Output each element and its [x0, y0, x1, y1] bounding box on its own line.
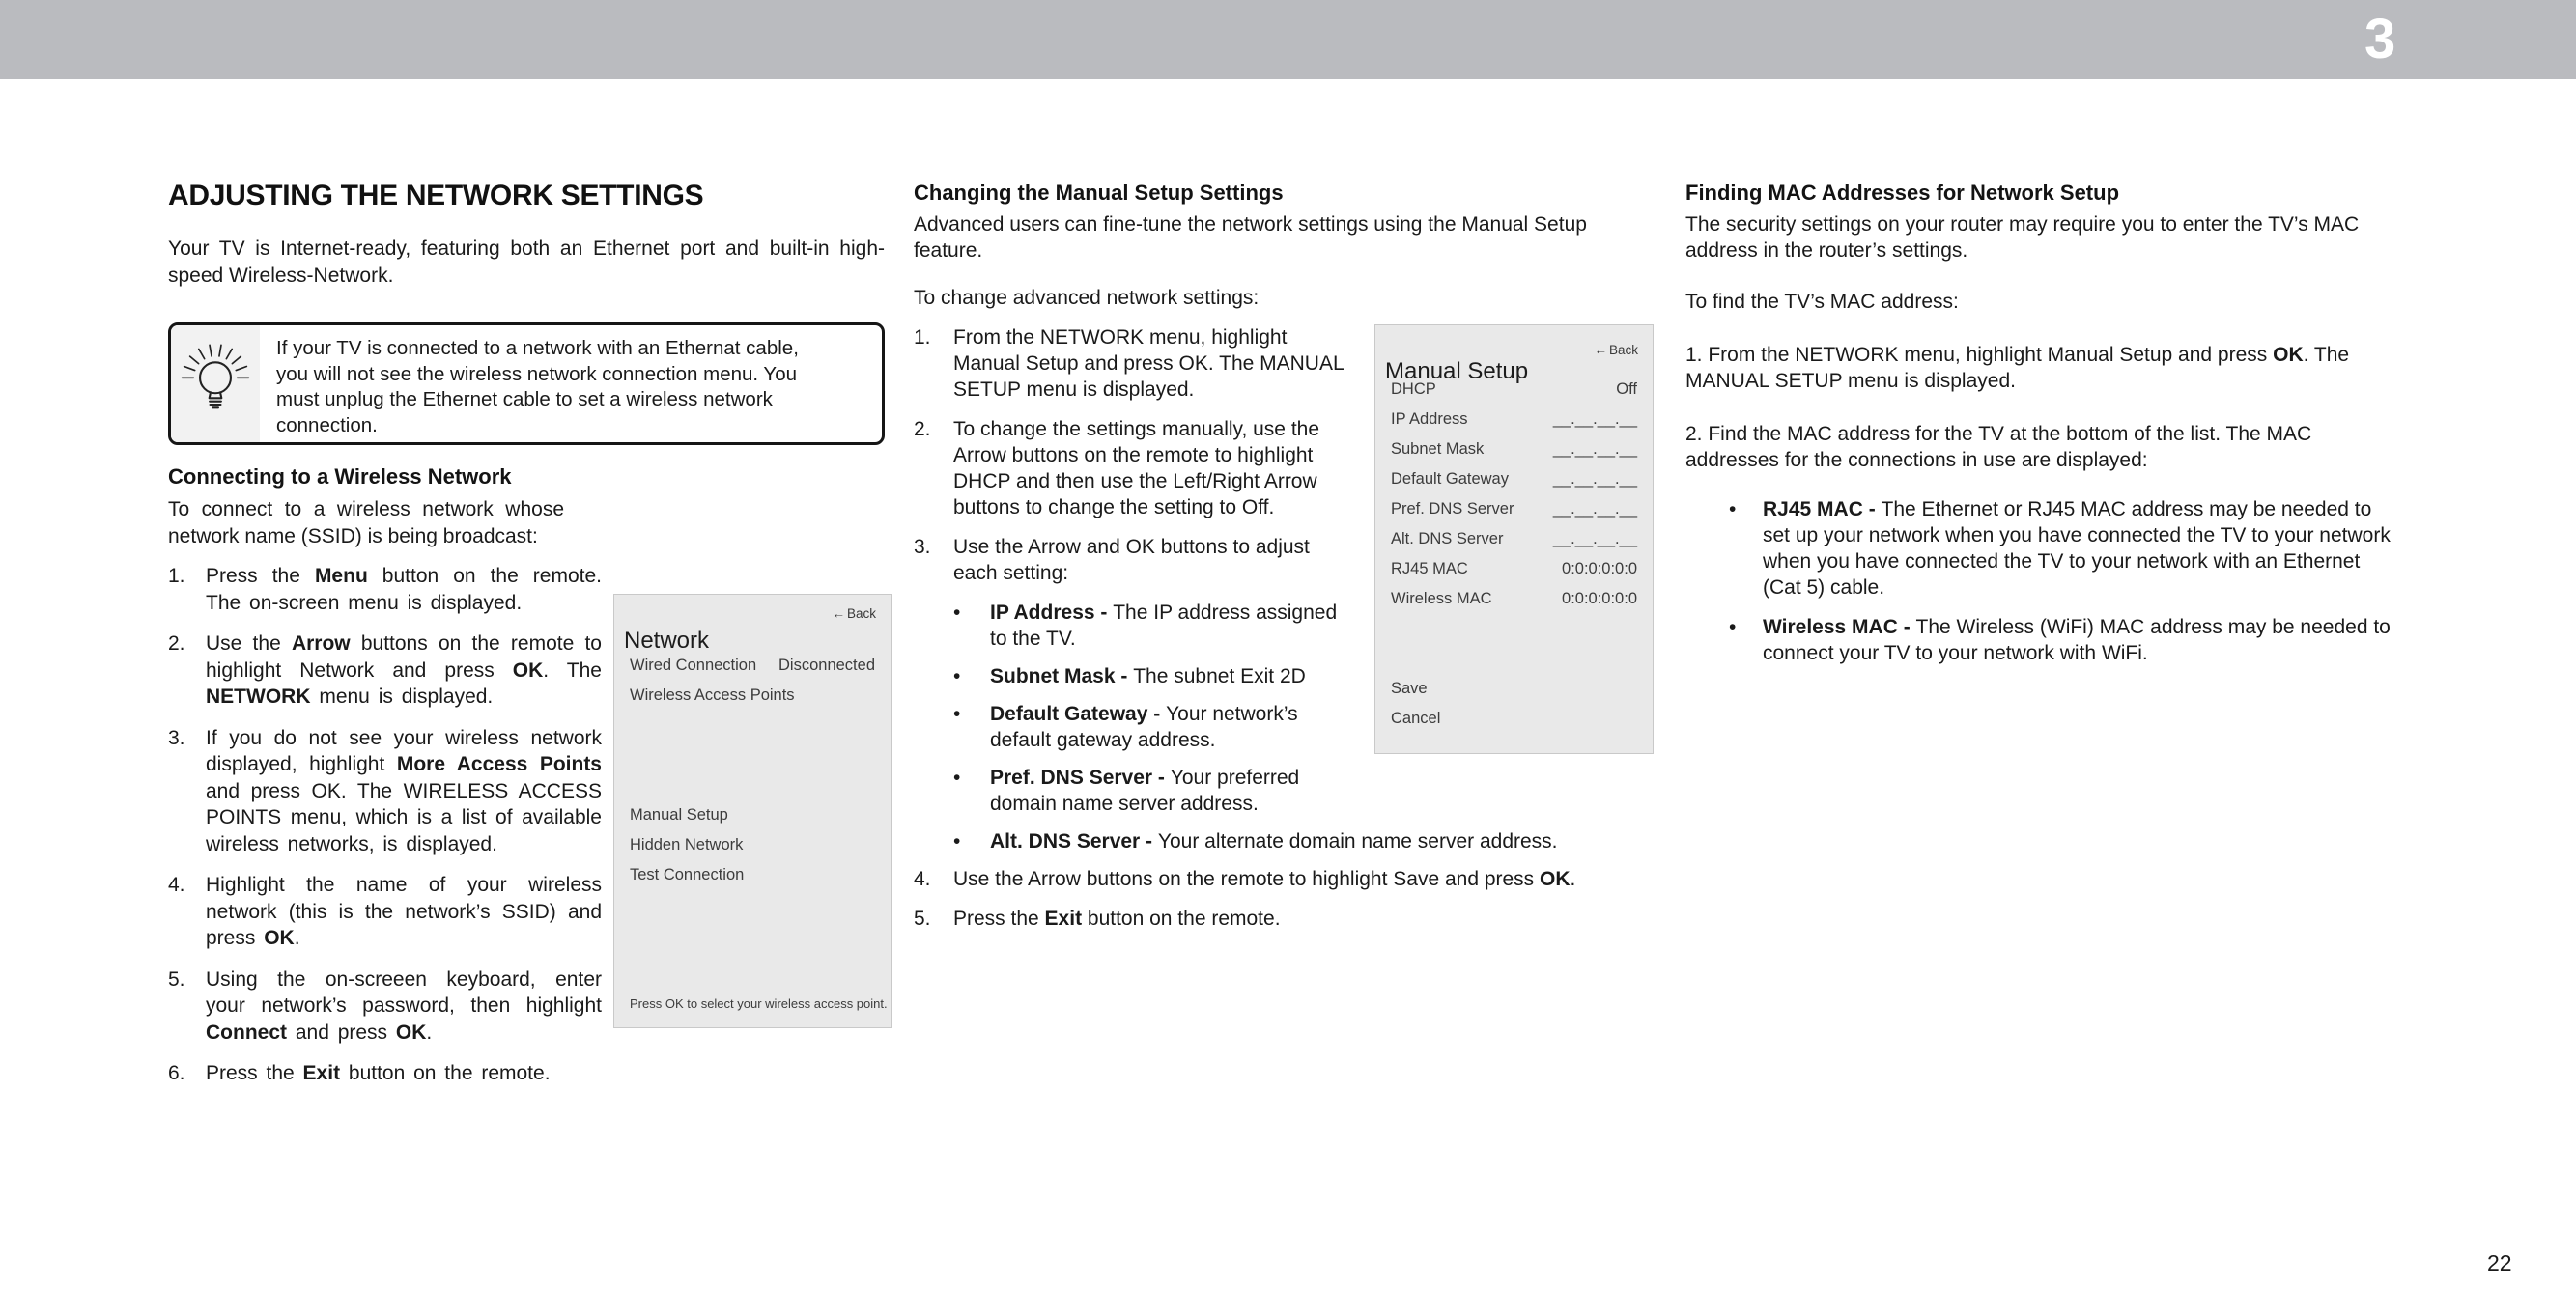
bullet-item — [1685, 496, 2397, 601]
menu-item-label: IP Address — [1391, 410, 1468, 428]
back-control — [1594, 337, 1638, 363]
menu-spacer — [1375, 614, 1653, 674]
section-lead-in: To change advanced network settings: — [914, 287, 1260, 309]
chapter-number: 3 — [2364, 8, 2396, 70]
page-number: 22 — [2487, 1250, 2512, 1275]
list-item — [168, 630, 602, 711]
menu-title: Network — [624, 628, 710, 654]
lightbulb-icon — [175, 342, 256, 427]
menu-item-label: Alt. DNS Server — [1391, 530, 1504, 547]
list-number: 3. — [914, 536, 931, 558]
menu-item-ip-address — [1375, 405, 1653, 434]
menu-item-label: DHCP — [1391, 380, 1436, 398]
menu-item-value: Disconnected — [778, 657, 875, 674]
list-item — [168, 1060, 602, 1087]
menu-item-label: RJ45 MAC — [1391, 560, 1468, 577]
menu-item-wireless-mac — [1375, 584, 1653, 614]
menu-item-value: __.__.__.__ — [1552, 440, 1637, 458]
bullet-icon: • — [1729, 498, 1737, 520]
list-number: 5. — [168, 967, 185, 991]
bullet-text: RJ45 MAC - The Ethernet or RJ45 MAC address may be needed to set up your network when you have connected the TV to your network when you have connected the TV to your network with an Ethernet (Cat 5) cable. — [1763, 498, 2391, 599]
list-text: Use the Arrow buttons on the remote to highlight Network and press OK. The NETWORK menu is displayed. — [206, 632, 602, 708]
menu-item-default-gateway — [1375, 464, 1653, 494]
manual-setup-menu-screenshot — [1374, 324, 1654, 754]
back-label: Back — [846, 606, 876, 621]
mac-bullet-list — [1685, 496, 2397, 666]
menu-item-wireless-access-points — [614, 681, 891, 711]
list-text: Press the Exit button on the remote. — [206, 1062, 551, 1084]
list-text: To change the settings manually, use the Arrow buttons on the remote to highlight DHCP and then use the Left/Right Arrow buttons to change the setting to Off. — [953, 418, 1320, 518]
menu-item-label: Hidden Network — [630, 836, 744, 854]
list-number: 3. — [168, 726, 185, 749]
menu-item-label: Wireless Access Points — [630, 686, 795, 704]
bullet-icon: • — [953, 602, 961, 624]
list-text: 2. Find the MAC address for the TV at the bottom of the list. The MAC addresses for the connections in use are displayed: — [1685, 423, 2312, 471]
bullet-text: IP Address - The IP address assigned to the TV. — [990, 602, 1338, 650]
chapter-header-bar — [0, 0, 2576, 79]
section-lead-in: To find the TV’s MAC address: — [1685, 291, 1959, 313]
list-item — [168, 872, 602, 952]
list-text: From the NETWORK menu, highlight Manual Setup and press OK. The MANUAL SETUP menu is displayed. — [953, 326, 1344, 401]
list-text: Use the Arrow and OK buttons to adjust each setting: — [953, 536, 1310, 584]
bullet-item — [914, 828, 1654, 854]
list-item — [168, 725, 602, 858]
list-item — [168, 563, 602, 616]
back-label: Back — [1608, 343, 1638, 357]
menu-item-list — [1375, 375, 1653, 734]
section-paragraph: The security settings on your router may require you to enter the TV’s MAC address in the router’s settings. — [1685, 213, 2360, 262]
bullet-item — [914, 765, 1654, 817]
menu-item-label: Save — [1391, 680, 1428, 697]
menu-item-value: __.__.__.__ — [1552, 530, 1637, 547]
menu-item-wired-connection — [614, 651, 891, 681]
back-control — [832, 606, 876, 621]
list-text: If you do not see your wireless network displayed, highlight More Access Points and press OK. The WIRELESS ACCESS POINTS menu, which is a list of available wireless networks, is displayed. — [206, 726, 602, 855]
menu-item-pref-dns-server — [1375, 494, 1653, 524]
list-number: 4. — [168, 874, 185, 896]
tip-icon-cell — [171, 325, 260, 442]
bullet-text: Wireless MAC - The Wireless (WiFi) MAC address may be needed to connect your TV to your network with WiFi. — [1763, 616, 2391, 664]
list-number: 2. — [914, 418, 931, 440]
section-intro: To connect to a wireless network whose network name (SSID) is being broadcast: — [168, 498, 564, 547]
bullet-icon: • — [953, 767, 961, 789]
column-middle — [914, 180, 1654, 945]
page-title: ADJUSTING THE NETWORK SETTINGS — [168, 180, 704, 211]
menu-item-value: __.__.__.__ — [1552, 500, 1637, 518]
list-text: Using the on-screeen keyboard, enter your network’s password, then highlight Connect and press OK. — [206, 967, 602, 1044]
back-arrow-icon: ← — [832, 606, 845, 621]
menu-footer-hint: Press OK to select your wireless access point. — [630, 996, 888, 1011]
list-text: Highlight the name of your wireless network (this is the network’s SSID) and press OK. — [206, 874, 602, 949]
bullet-item — [1685, 614, 2397, 666]
bullet-text: Pref. DNS Server - Your preferred domain name server address. — [990, 767, 1300, 815]
list-number: 6. — [168, 1062, 185, 1084]
list-number: 4. — [914, 868, 931, 890]
section-heading-mac-addresses: Finding MAC Addresses for Network Setup — [1685, 181, 2120, 205]
column-right — [1685, 180, 2397, 680]
menu-spacer — [614, 711, 891, 800]
network-menu-screenshot — [613, 594, 892, 1028]
bullet-icon: • — [1729, 616, 1737, 638]
list-number: 2. — [168, 632, 185, 655]
menu-item-cancel — [1375, 704, 1653, 734]
list-number: 1. — [168, 565, 185, 587]
bullet-text: Alt. DNS Server - Your alternate domain name server address. — [990, 830, 1558, 853]
list-number: 1. — [914, 326, 931, 349]
menu-item-label: Subnet Mask — [1391, 440, 1485, 458]
back-arrow-icon: ← — [1594, 343, 1607, 357]
tip-text: If your TV is connected to a network with an Ethernat cable, you will not see the wireless network connection menu. You must unplug the Ethernet cable to set a wireless network connection. — [276, 337, 799, 436]
list-text: Use the Arrow buttons on the remote to highlight Save and press OK. — [953, 868, 1576, 890]
menu-item-label: Wireless MAC — [1391, 590, 1492, 607]
menu-item-label: Test Connection — [630, 866, 745, 883]
tip-box — [168, 322, 885, 445]
bullet-text: Subnet Mask - The subnet Exit 2D — [990, 665, 1306, 687]
list-text: 1. From the NETWORK menu, highlight Manual Setup and press OK. The MANUAL SETUP menu is displayed. — [1685, 344, 2350, 392]
list-text: Press the Exit button on the remote. — [953, 908, 1281, 930]
list-number: 5. — [914, 908, 931, 930]
menu-item-manual-setup — [614, 800, 891, 830]
menu-item-rj45-mac — [1375, 554, 1653, 584]
bullet-icon: • — [953, 703, 961, 725]
bullet-icon: • — [953, 830, 961, 853]
menu-item-save — [1375, 674, 1653, 704]
menu-item-alt-dns-server — [1375, 524, 1653, 554]
menu-item-subnet-mask — [1375, 434, 1653, 464]
menu-item-label: Default Gateway — [1391, 470, 1509, 488]
list-item — [914, 866, 1654, 892]
section-heading-manual-setup: Changing the Manual Setup Settings — [914, 181, 1284, 205]
list-item — [914, 906, 1654, 932]
column-left — [168, 180, 888, 1102]
menu-item-value: 0:0:0:0:0:0 — [1562, 560, 1637, 577]
menu-item-value: __.__.__.__ — [1552, 410, 1637, 428]
menu-item-dhcp — [1375, 375, 1653, 405]
menu-item-value: 0:0:0:0:0:0 — [1562, 590, 1637, 607]
bullet-text: Default Gateway - Your network’s default gateway address. — [990, 703, 1298, 751]
menu-item-label: Pref. DNS Server — [1391, 500, 1514, 518]
menu-item-label: Cancel — [1391, 710, 1441, 727]
menu-item-value: __.__.__.__ — [1552, 470, 1637, 488]
list-text: Press the Menu button on the remote. The on-screen menu is displayed. — [206, 565, 603, 614]
menu-item-label: Wired Connection — [630, 657, 757, 674]
list-item — [168, 966, 602, 1047]
menu-title: Manual Setup — [1385, 358, 1529, 384]
menu-item-label: Manual Setup — [630, 806, 728, 824]
list-item — [1685, 342, 2397, 394]
list-item — [1685, 421, 2397, 473]
intro-paragraph: Your TV is Internet-ready, featuring both an Ethernet port and built-in high-speed Wireless-Network. — [168, 238, 885, 287]
bullet-icon: • — [953, 665, 961, 687]
menu-item-hidden-network — [614, 830, 891, 860]
section-heading-wireless: Connecting to a Wireless Network — [168, 464, 512, 489]
section-paragraph: Advanced users can fine-tune the network settings using the Manual Setup feature. — [914, 213, 1587, 262]
menu-item-list — [614, 651, 891, 890]
menu-item-value: Off — [1616, 380, 1637, 398]
menu-item-test-connection — [614, 860, 891, 890]
